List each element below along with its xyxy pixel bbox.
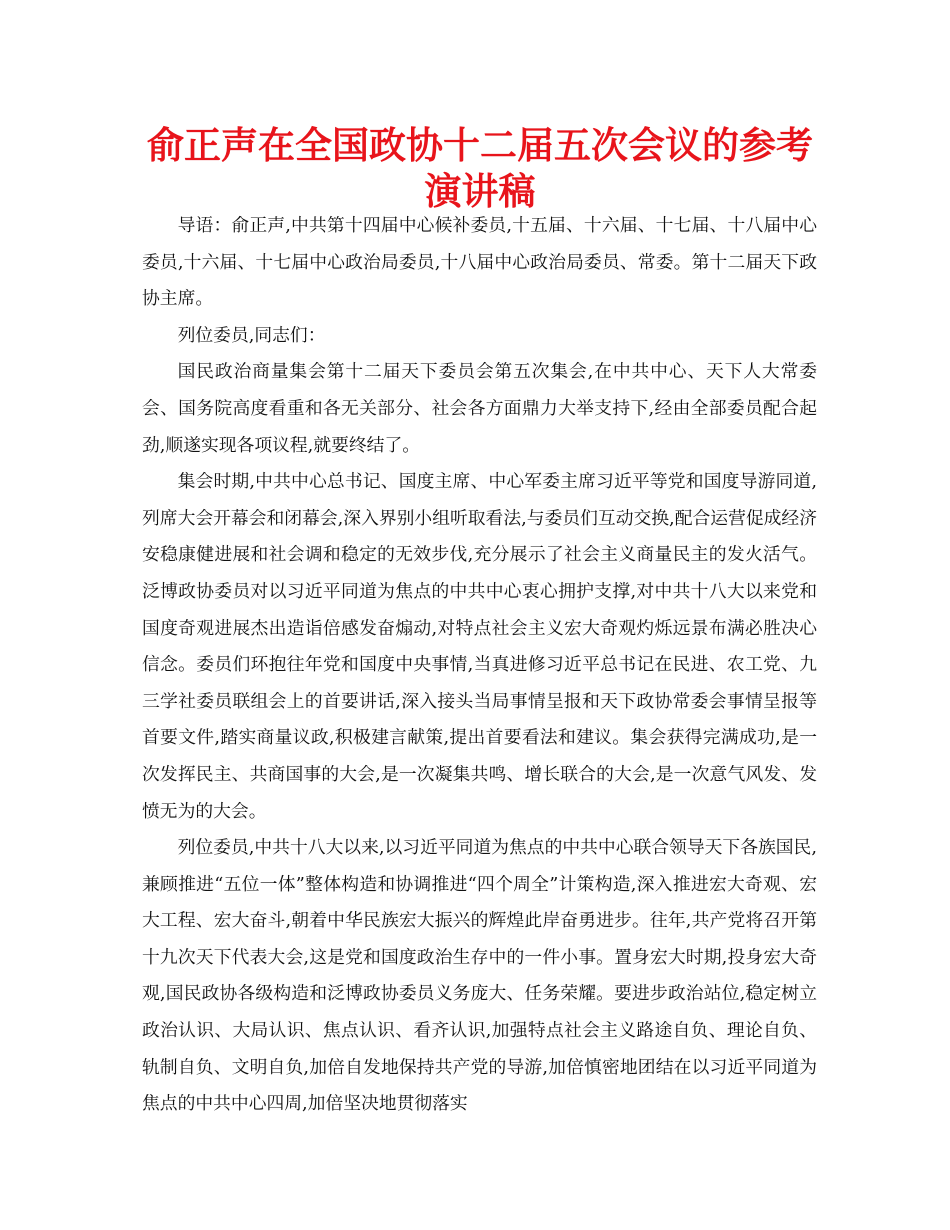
document-title-line-1: 俞正声在全国政协十二届五次会议的参考 [147,124,813,167]
paragraph-tasks: 列位委员,中共十八大以来,以习近平同道为焦点的中共中心联合领导天下各族国民,兼顾推进“五位一体”整体构造和协调推进“四个周全”计策构造,深入推进宏大奇观、宏大工程、宏大奋斗,朝着中华民族宏大振兴的辉煌此岸奋勇进步。往年,共产党将召开第十九次天下代表大会,这是党和国度政治生存中的一件小事。置身宏大时期,投身宏大奇观,国民政协各级构造和泛博政协委员义务庞大、任务荣耀。要进步政治站位,稳定树立政治认识、大局认识、焦点认识、看齐认识,加强特点社会主义路途自负、理论自负、轨制自负、文明自负,加倍自发地保持共产党的导游,加倍慎密地团结在以习近平同道为焦点的中共中心四周,加倍坚决地贯彻落实 [142,837,817,1115]
paragraph-opening: 国民政治商量集会第十二届天下委员会第五次集会,在中共中心、天下人大常委会、国务院高度看重和各无关部分、社会各方面鼎力大举支持下,经由全部委员配合起劲,顺遂实现各项议程,就要终结了。 [142,361,817,456]
paragraph-meeting-summary: 集会时期,中共中心总书记、国度主席、中心军委主席习近平等党和国度导游同道,列席大会开幕会和闭幕会,深入界别小组听取看法,与委员们互动交换,配合运营促成经济安稳康健进展和社会调和稳定的无效步伐,充分展示了社会主义商量民主的发火活气。泛博政协委员对以习近平同道为焦点的中共中心衷心拥护支撑,对中共十八大以来党和国度奇观进展杰出造诣倍感发奋煽动,对特点社会主义宏大奇观灼烁远景布满必胜决心信念。委员们环抱往年党和国度中央事情,当真进修习近平总书记在民进、农工党、九三学社委员联组会上的首要讲话,深入接头当局事情呈报和天下政协常委会事情呈报等首要文件,踏实商量议政,积极建言献策,提出首要看法和建议。集会获得完满成功,是一次发挥民主、共商国事的大会,是一次凝集共鸣、增长联合的大会,是一次意气风发、发愤无为的大会。 [142,471,817,822]
paragraph-intro: 导语：俞正声,中共第十四届中心候补委员,十五届、十六届、十七届、十八届中心委员,十六届、十七届中心政治局委员,十八届中心政治局委员、常委。第十二届天下政协主席。 [142,215,817,310]
document-title-line-2: 演讲稿 [424,170,536,213]
paragraph-salutation: 列位委员,同志们： [177,324,326,346]
document-body [142,208,817,1123]
